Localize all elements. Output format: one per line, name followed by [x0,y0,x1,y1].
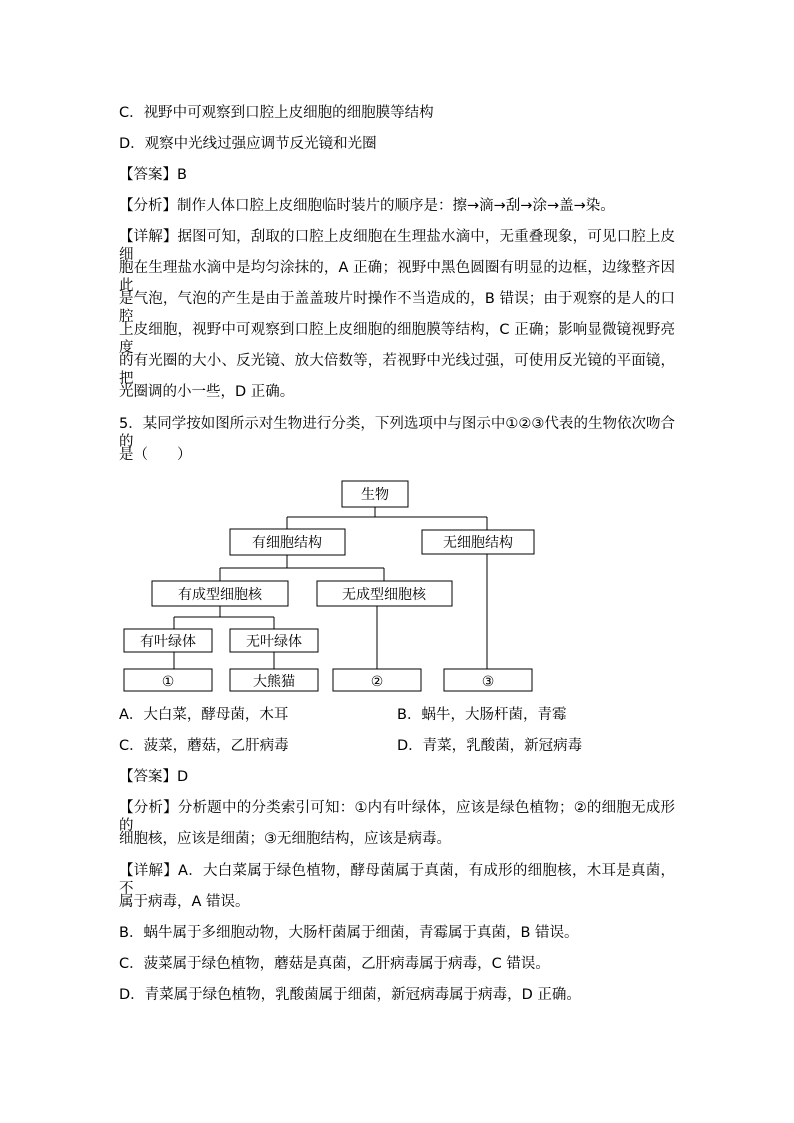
node-chloro-label: 有叶绿体 [140,634,196,650]
detail-line: 胞在生理盐水滴中是均匀涂抹的，A 正确；视野中黑色圆圈有明显的边框，边缘整齐因此 [119,260,675,294]
node-root-label: 生物 [361,487,389,503]
detail-line: 属于病毒，A 错误。 [119,894,250,910]
analysis-line: 细胞核，应该是细菌；③无细胞结构，应该是病毒。 [119,831,451,847]
node-no-nucleus-label: 无成型细胞核 [342,587,426,603]
leaf-2-label: ② [370,674,384,690]
question-5-stem: 5．某同学按如图所示对生物进行分类，下列选项中与图示中①②③代表的生物依次吻合的 [119,416,675,450]
node-nucleus-label: 有成型细胞核 [178,587,262,603]
detail-line: 光圈调的小一些，D 正确。 [119,384,295,400]
node-no-cell-label: 无细胞结构 [443,535,513,551]
option-d: D．青菜，乳酸菌，新冠病毒 [397,738,583,754]
detail-line: B．蜗牛属于多细胞动物，大肠杆菌属于细菌，青霉属于真菌，B 错误。 [119,925,579,941]
leaf-panda-label: 大熊猫 [253,674,295,690]
detail-line: C．菠菜属于绿色植物，蘑菇是真菌，乙肝病毒属于病毒，C 错误。 [119,956,550,972]
node-no-chloro-label: 无叶绿体 [246,634,302,650]
option-a: A．大白菜，酵母菌，木耳 [119,707,289,723]
option-d-text: D．观察中光线过强应调节反光镜和光圈 [119,136,377,152]
analysis-text: 【分析】制作人体口腔上皮细胞临时装片的顺序是：擦→滴→刮→涂→盖→染。 [119,198,615,214]
detail-line: 上皮细胞，视野中可观察到口腔上皮细胞的细胞膜等结构，C 正确；影响显微镜视野亮度 [119,322,675,356]
detail-line: 【详解】A．大白菜属于绿色植物，酵母菌属于真菌，有成形的细胞核，木耳是真菌，不 [119,863,675,897]
node-cell-label: 有细胞结构 [252,535,322,551]
question-5-stem-end: 是（ ） [119,447,192,463]
detail-line: 是气泡，气泡的产生是由于盖盖玻片时操作不当造成的，B 错误；由于观察的是人的口腔 [119,291,675,325]
leaf-1-label: ① [161,674,175,690]
detail-line: D．青菜属于绿色植物，乳酸菌属于细菌，新冠病毒属于病毒，D 正确。 [119,987,581,1003]
analysis-line: 【分析】分析题中的分类索引可知：①内有叶绿体，应该是绿色植物；②的细胞无成形的 [119,800,675,834]
option-c-text: C．视野中可观察到口腔上皮细胞的细胞膜等结构 [119,105,434,121]
option-b: B．蜗牛，大肠杆菌，青霉 [397,707,567,723]
detail-line: 的有光圈的大小、反光镜、放大倍数等，若视野中光线过强，可使用反光镜的平面镜，把 [119,353,675,387]
answer-label: 【答案】D [119,769,189,785]
detail-line: 【详解】据图可知，刮取的口腔上皮细胞在生理盐水滴中，无重叠现象，可见口腔上皮细 [119,229,675,263]
answer-label: 【答案】B [119,167,187,183]
option-c: C．菠菜，蘑菇，乙肝病毒 [119,738,289,754]
leaf-3-label: ③ [481,674,495,690]
